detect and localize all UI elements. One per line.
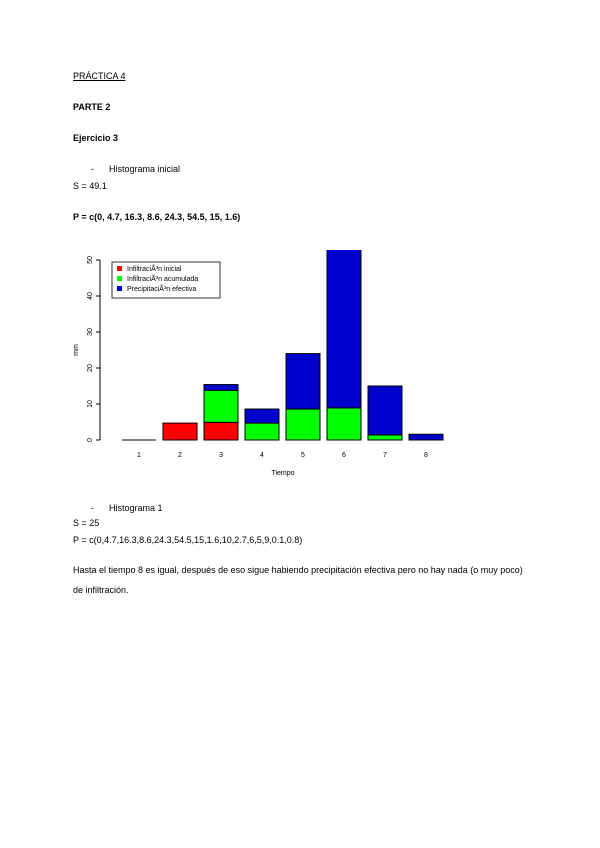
- bullet-dash: -: [91, 164, 94, 174]
- legend-swatch: [117, 266, 122, 271]
- bar-segment: [286, 354, 320, 409]
- s-value-initial: S = 49.1: [73, 181, 107, 191]
- x-tick-label: 1: [137, 452, 141, 459]
- x-axis-label: Tiempo: [271, 470, 295, 477]
- legend-swatch: [117, 276, 122, 281]
- x-tick-label: 4: [260, 452, 264, 459]
- y-tick-label: 10: [87, 400, 94, 408]
- bar-segment: [368, 386, 402, 435]
- y-tick-label: 30: [87, 328, 94, 336]
- bar-segment: [327, 408, 361, 440]
- y-tick-label: 40: [87, 292, 94, 300]
- x-tick-label: 8: [424, 452, 428, 459]
- legend-entry: InfiltraciÃ³n acumulada: [127, 276, 199, 283]
- legend-entry: InfiltraciÃ³n inicial: [127, 266, 182, 273]
- bar-segment: [368, 435, 402, 440]
- x-tick-label: 3: [219, 452, 223, 459]
- y-tick-label: 0: [87, 438, 94, 442]
- stacked-bar-chart: [60, 250, 460, 485]
- bar-segment: [204, 422, 238, 440]
- histogram-1-label: Histograma 1: [109, 503, 163, 513]
- part-heading: PARTE 2: [73, 102, 111, 112]
- exercise-heading: Ejercicio 3: [73, 133, 119, 143]
- p-value-1: P = c(0,4.7,16.3,8.6,24.3,54.5,15,1.6,10,2.7,6,5,9,0.1,0.8): [73, 535, 303, 545]
- conclusion-paragraph: Hasta el tiempo 8 es igual, después de eso sigue habiendo precipitación efectiva pero no hay nada (o muy poco) de infiltración.: [73, 565, 523, 595]
- bar-segment: [163, 423, 197, 440]
- bar-segment: [286, 409, 320, 440]
- page-title: PRÁCTICA 4: [73, 71, 126, 81]
- bar-segment: [245, 409, 279, 423]
- y-axis-label: mm: [73, 344, 80, 356]
- bar-segment: [204, 390, 238, 422]
- p-value-initial: P = c(0, 4.7, 16.3, 8.6, 24.3, 54.5, 15, 1.6): [73, 212, 241, 222]
- legend-entry: PrecipitaciÃ³n efectiva: [127, 286, 197, 293]
- bullet-dash: -: [91, 503, 94, 513]
- bar-segment: [327, 250, 361, 408]
- bar-segment: [409, 434, 443, 440]
- y-tick-label: 50: [87, 256, 94, 264]
- y-tick-label: 20: [87, 364, 94, 372]
- histogram-initial-label: Histograma inicial: [109, 164, 181, 174]
- x-tick-label: 2: [178, 452, 182, 459]
- bar-segment: [204, 385, 238, 391]
- legend-swatch: [117, 286, 122, 291]
- x-tick-label: 6: [342, 452, 346, 459]
- x-tick-label: 7: [383, 452, 387, 459]
- bar-segment: [245, 423, 279, 440]
- x-tick-label: 5: [301, 452, 305, 459]
- s-value-1: S = 25: [73, 518, 100, 528]
